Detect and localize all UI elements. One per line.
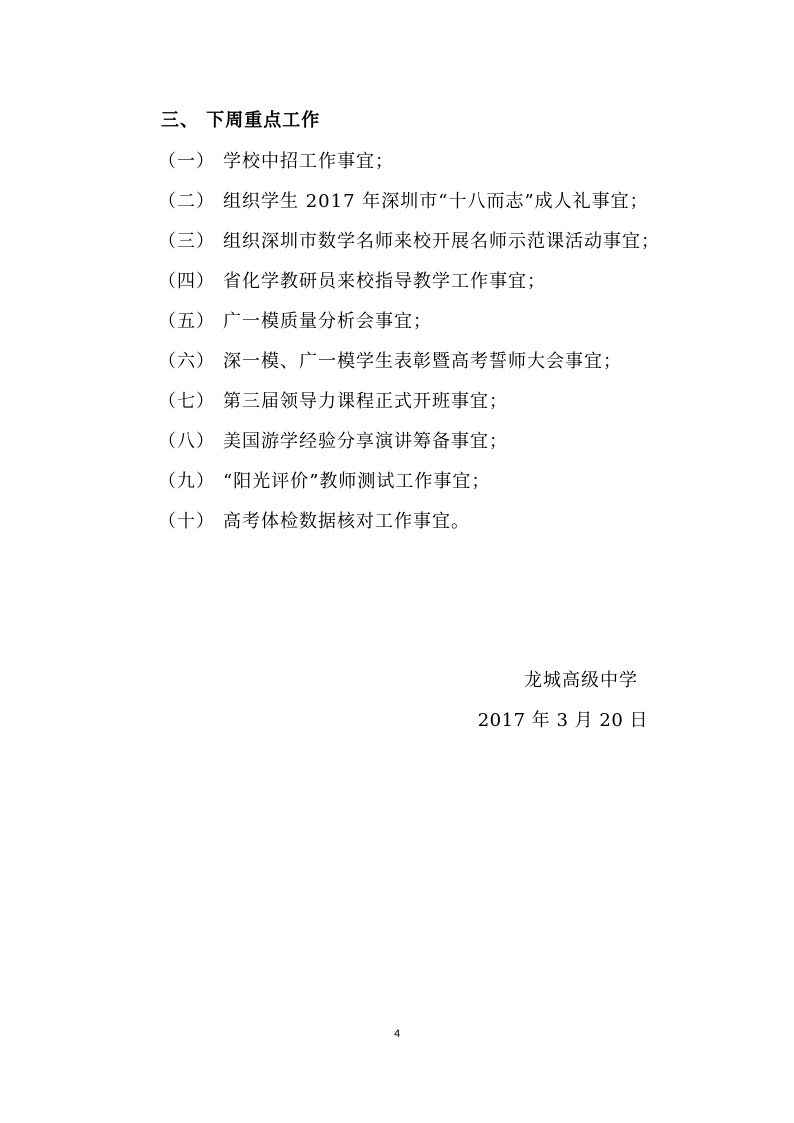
work-item xyxy=(158,385,698,425)
work-item-number: （八） xyxy=(158,431,215,452)
work-item-text: “阳光评价”教师测试工作事宜； xyxy=(223,471,491,492)
work-item-number: （三） xyxy=(158,231,215,252)
work-item-number: （七） xyxy=(158,391,215,412)
work-item-number: （六） xyxy=(158,351,215,372)
work-item-number: （五） xyxy=(158,311,215,332)
work-item xyxy=(158,345,698,385)
page-number: 4 xyxy=(393,1028,401,1040)
section-heading: 三、 下周重点工作 xyxy=(161,110,321,131)
work-item xyxy=(158,265,698,305)
work-item-text: 高考体检数据核对工作事宜。 xyxy=(223,511,470,532)
work-item xyxy=(158,505,698,545)
signature-block xyxy=(478,665,648,745)
work-item-text: 第三届领导力课程正式开班事宜； xyxy=(223,391,508,412)
work-item xyxy=(158,305,698,345)
work-item-number: （二） xyxy=(158,191,215,212)
work-item-text: 学校中招工作事宜； xyxy=(223,151,394,172)
work-item xyxy=(158,465,698,505)
work-item-text: 广一模质量分析会事宜； xyxy=(223,311,432,332)
work-item xyxy=(158,145,698,185)
work-item-number: （一） xyxy=(158,151,215,172)
signature-organization: 龙城高级中学 xyxy=(524,670,638,691)
work-item-number: （四） xyxy=(158,271,215,292)
work-item-text: 深一模、广一模学生表彰暨高考誓师大会事宜； xyxy=(223,351,622,372)
signature-date: 2017 年 3 月 20 日 xyxy=(477,710,648,731)
work-item xyxy=(158,425,698,465)
work-item xyxy=(158,225,698,265)
work-item-text: 省化学教研员来校指导教学工作事宜； xyxy=(223,271,546,292)
work-item-text: 美国游学经验分享演讲筹备事宜； xyxy=(223,431,508,452)
work-item-number: （九） xyxy=(158,471,215,492)
work-item-number: （十） xyxy=(158,511,215,532)
work-item-text: 组织深圳市数学名师来校开展名师示范课活动事宜； xyxy=(223,231,660,252)
work-item-list xyxy=(158,145,698,545)
work-item-text: 组织学生 2017 年深圳市“十八而志”成人礼事宜； xyxy=(223,191,649,212)
work-item xyxy=(158,185,698,225)
